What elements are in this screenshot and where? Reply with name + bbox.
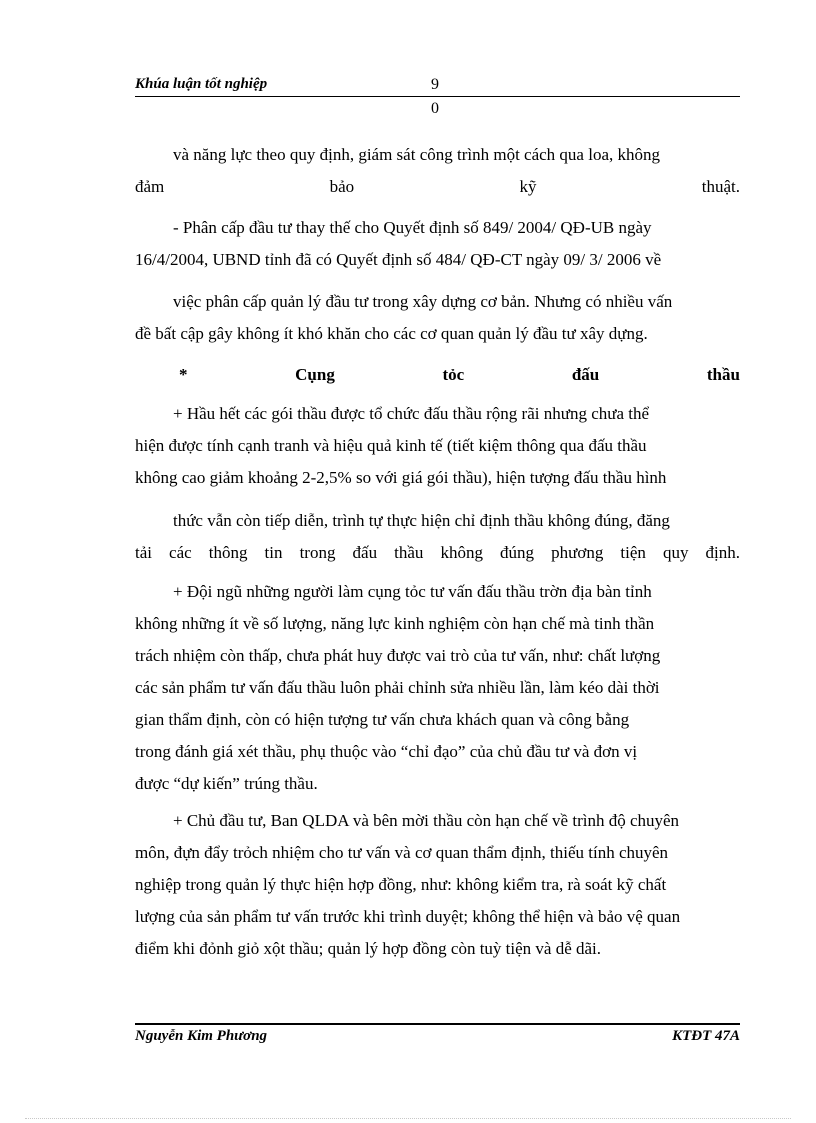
text-line: điểm khi đỏnh giỏ xột thầu; quản lý hợp đồng còn tuỳ tiện và dễ dãi. [135,939,602,958]
footer-class-code: KTĐT 47A [672,1028,740,1044]
paragraph-7 [135,805,740,965]
footer-author: Nguyễn Kim Phương [135,1028,268,1044]
header-title: Khúa luận tốt nghiệp [135,76,268,92]
text-line: hiện được tính cạnh tranh và hiệu quả kinh tế (tiết kiệm thông qua đấu thầu [135,436,647,455]
text-line: các sản phẩm tư vấn đấu thầu luôn phải chỉnh sửa nhiều lần, làm kéo dài thời [135,678,660,697]
heading-word: đấu [571,365,600,384]
text-line: nghiệp trong quản lý thực hiện hợp đồng, như: không kiểm tra, rà soát kỹ chất [135,875,667,894]
page-number-line1: 9 [431,76,439,93]
text-line: thức vẫn còn tiếp diễn, trình tự thực hiện chỉ định thầu không đúng, đăng [173,511,670,530]
paragraph-5 [135,505,740,569]
section-heading [135,362,740,388]
page-number-line2: 0 [431,100,439,117]
text-line: đảm bảo kỹ thuật. [135,177,740,196]
text-line: việc phân cấp quản lý đầu tư trong xây dựng cơ bản. Nhưng có nhiều vấn [173,292,673,311]
heading-word: tỏc [442,365,465,384]
text-line: được “dự kiến” trúng thầu. [135,774,318,793]
text-line: gian thẩm định, còn có hiện tượng tư vấn chưa khách quan và công bằng [135,710,630,729]
header-divider [135,96,740,97]
text-line: - Phân cấp đầu tư thay thế cho Quyết định số 849/ 2004/ QĐ-UB ngày [173,218,652,237]
text-line: lượng của sản phẩm tư vấn trước khi trình duyệt; không thể hiện và bảo vệ quan [135,907,681,926]
page-bottom-edge [25,1118,791,1119]
text-line: trách nhiệm còn thấp, chưa phát huy được vai trò của tư vấn, như: chất lượng [135,646,661,665]
text-line: + Chủ đầu tư, Ban QLDA và bên mời thầu còn hạn chế về trình độ chuyên [173,811,680,830]
paragraph-6 [135,576,740,800]
text-line: đề bất cập gây không ít khó khăn cho các cơ quan quản lý đầu tư xây dựng. [135,324,648,343]
paragraph-2 [135,212,740,276]
text-line: môn, đựn đẩy trỏch nhiệm cho tư vấn và cơ quan thẩm định, thiếu tính chuyên [135,843,669,862]
heading-bullet: * [179,365,188,384]
paragraph-1 [135,139,740,203]
text-line: không những ít về số lượng, năng lực kinh nghiệm còn hạn chế mà tinh thần [135,614,655,633]
heading-word: thầu [706,365,740,384]
heading-word: Cụng [295,365,335,384]
text-line: tải các thông tin trong đấu thầu không đúng phương tiện quy định. [135,543,740,562]
text-line: 16/4/2004, UBND tỉnh đã có Quyết định số 484/ QĐ-CT ngày 09/ 3/ 2006 về [135,250,662,269]
footer-divider [135,1023,740,1025]
text-line: + Hầu hết các gói thầu được tổ chức đấu thầu rộng rãi nhưng chưa thể [173,404,650,423]
page-header [135,76,740,98]
text-line: trong đánh giá xét thầu, phụ thuộc vào “chỉ đạo” của chủ đầu tư và đơn vị [135,742,638,761]
paragraph-4 [135,398,740,494]
paragraph-3 [135,286,740,350]
text-line: + Đội ngũ những người làm cụng tỏc tư vấn đấu thầu trờn địa bàn tỉnh [173,582,652,601]
text-line: và năng lực theo quy định, giám sát công trình một cách qua loa, không [173,145,660,164]
text-line: không cao giảm khoảng 2-2,5% so với giá gói thầu), hiện tượng đấu thầu hình [135,468,667,487]
